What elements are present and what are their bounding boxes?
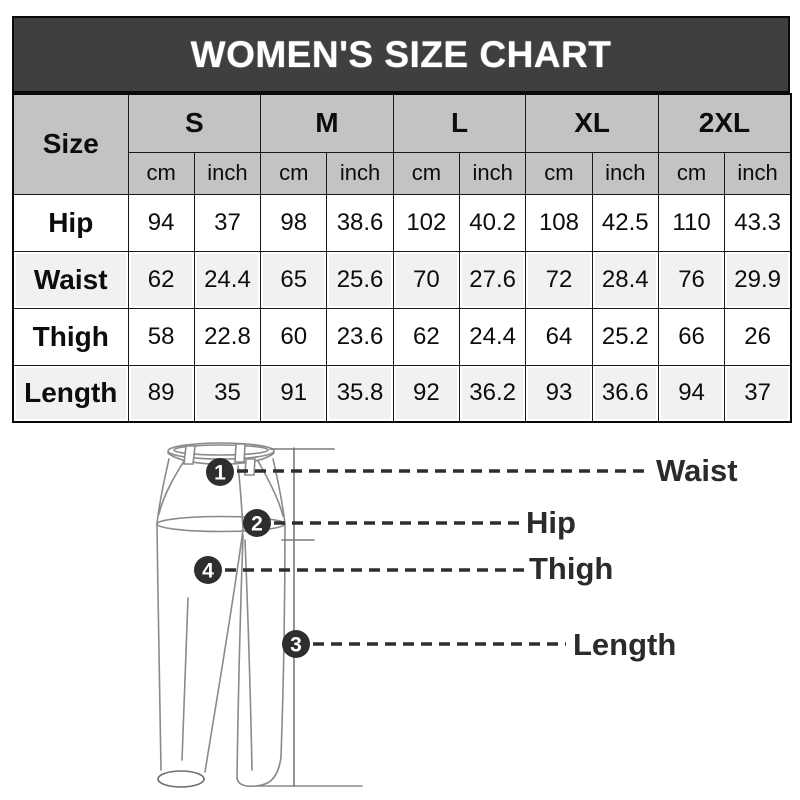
pants-line-drawing (157, 443, 362, 787)
cell: 66 (658, 308, 724, 365)
cell: 72 (526, 251, 592, 308)
marker-number-length: 3 (290, 633, 302, 657)
cell: 102 (393, 194, 459, 251)
table-row-waist (13, 251, 791, 308)
col-header-s: S (128, 94, 261, 152)
title-bar (12, 16, 790, 93)
cell: 98 (261, 194, 327, 251)
row-label-hip: Hip (13, 194, 128, 251)
table-row-hip (13, 194, 791, 251)
cell: 58 (128, 308, 194, 365)
row-label-waist: Waist (13, 251, 128, 308)
unit-header-row (13, 152, 791, 194)
col-header-l: L (393, 94, 526, 152)
cell: 92 (393, 365, 459, 422)
cell: 70 (393, 251, 459, 308)
cell: 40.2 (460, 194, 526, 251)
cell: 25.2 (592, 308, 658, 365)
cell: 42.5 (592, 194, 658, 251)
col-header-m: M (261, 94, 394, 152)
hip-measure-label: Hip (526, 505, 576, 540)
cell: 110 (658, 194, 724, 251)
cell: 89 (128, 365, 194, 422)
row-label-length: Length (13, 365, 128, 422)
cell: 37 (194, 194, 260, 251)
cell: 94 (658, 365, 724, 422)
length-measure-label: Length (573, 627, 677, 662)
cell: 94 (128, 194, 194, 251)
cell: 108 (526, 194, 592, 251)
unit-header: inch (460, 152, 526, 194)
cell: 27.6 (460, 251, 526, 308)
col-header-2xl: 2XL (658, 94, 791, 152)
cell: 38.6 (327, 194, 393, 251)
row-label-thigh: Thigh (13, 308, 128, 365)
corner-header-size: Size (13, 94, 128, 194)
unit-header: cm (526, 152, 592, 194)
marker-number-waist: 1 (214, 461, 226, 485)
unit-header: cm (658, 152, 724, 194)
cell: 35.8 (327, 365, 393, 422)
cell: 29.9 (725, 251, 791, 308)
cell: 26 (725, 308, 791, 365)
unit-header: inch (327, 152, 393, 194)
cell: 64 (526, 308, 592, 365)
size-chart-table (12, 93, 792, 423)
measure-markers (194, 458, 310, 658)
table-row-thigh (13, 308, 791, 365)
cell: 28.4 (592, 251, 658, 308)
marker-number-hip: 2 (251, 512, 263, 536)
cell: 60 (261, 308, 327, 365)
marker-number-thigh: 4 (202, 559, 214, 583)
unit-header: inch (592, 152, 658, 194)
cell: 35 (194, 365, 260, 422)
cell: 43.3 (725, 194, 791, 251)
table-row-length (13, 365, 791, 422)
unit-header: inch (194, 152, 260, 194)
cell: 37 (725, 365, 791, 422)
col-header-xl: XL (526, 94, 659, 152)
cell: 24.4 (460, 308, 526, 365)
cell: 23.6 (327, 308, 393, 365)
unit-header: cm (261, 152, 327, 194)
cell: 93 (526, 365, 592, 422)
waist-measure-label: Waist (656, 453, 738, 488)
unit-header: cm (393, 152, 459, 194)
cell: 22.8 (194, 308, 260, 365)
thigh-measure-label: Thigh (529, 551, 614, 586)
cell: 62 (393, 308, 459, 365)
cell: 25.6 (327, 251, 393, 308)
page-title: WOMEN'S SIZE CHART (190, 33, 612, 75)
cell: 76 (658, 251, 724, 308)
cell: 36.6 (592, 365, 658, 422)
unit-header: inch (725, 152, 791, 194)
cell: 65 (261, 251, 327, 308)
size-header-row (13, 94, 791, 152)
unit-header: cm (128, 152, 194, 194)
cell: 91 (261, 365, 327, 422)
cell: 62 (128, 251, 194, 308)
cell: 36.2 (460, 365, 526, 422)
cell: 24.4 (194, 251, 260, 308)
